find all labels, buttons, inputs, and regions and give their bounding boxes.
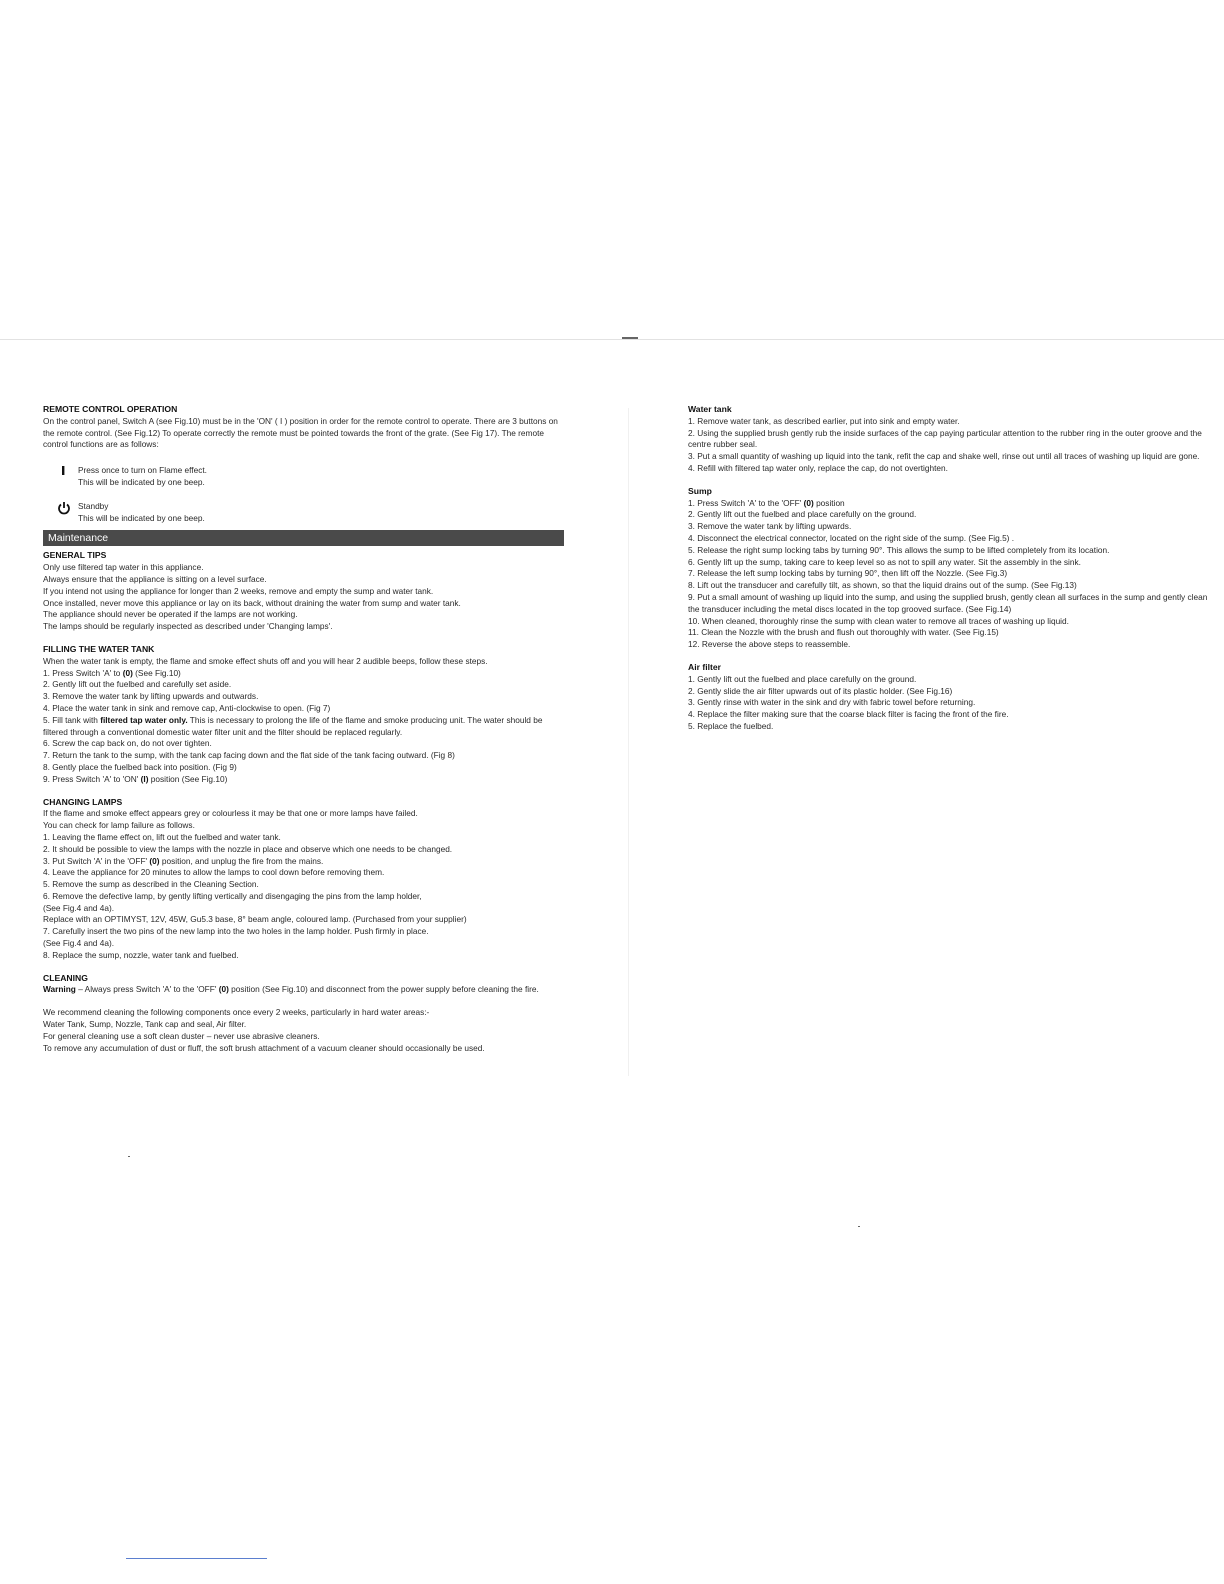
step-bold: (0) xyxy=(803,497,814,508)
sump-step-10: 10. When cleaned, thoroughly rinse the sump with clean water to remove all traces of washing up liquid. xyxy=(688,615,1069,626)
remote-intro: On the control panel, Switch A (see Fig.10) must be in the 'ON' ( I ) position in order for the remote control to operate. There are 3 buttons on the remote control. (See Fig.12) To operate correctly the remote must be pointed towards the front of the grate. (See Fig 17). The remote control functions are as follows: xyxy=(43,415,558,450)
list-item: Only use filtered tap water in this appliance. xyxy=(43,562,204,573)
sump-step-2: 2. Gently lift out the fuelbed and place carefully on the ground. xyxy=(688,509,917,520)
water-tank-step-3: 3. Put a small quantity of washing up liquid into the tank, refit the cap and shake well, rinse out until all traces of washing up liquid are gone. xyxy=(688,451,1200,462)
page-fold-line xyxy=(0,339,1224,340)
step-bold: (0) xyxy=(122,667,133,678)
list-item: If you intend not using the appliance for longer than 2 weeks, remove and empty the sump and water tank. xyxy=(43,585,434,596)
air-filter-step-1: 1. Gently lift out the fuelbed and place carefully on the ground. xyxy=(688,673,917,684)
filling-step-2: 2. Gently lift out the fuelbed and carefully set aside. xyxy=(43,679,232,690)
lamps-step-5: 5. Remove the sump as described in the Cleaning Section. xyxy=(43,879,259,890)
list-item: Once installed, never move this appliance or lay on its back, without draining the water from sump and water tank. xyxy=(43,597,461,608)
step-text: – Always press Switch 'A' to the 'OFF' xyxy=(75,984,219,995)
step-text: position (See Fig.10) xyxy=(148,773,228,784)
cleaning-components: Water Tank, Sump, Nozzle, Tank cap and seal, Air filter. xyxy=(43,1019,247,1030)
air-filter-step-5: 5. Replace the fuelbed. xyxy=(688,720,774,731)
general-tips-heading: GENERAL TIPS xyxy=(43,550,107,561)
filling-step-5 xyxy=(43,715,565,739)
step-bold: (I) xyxy=(140,773,149,784)
standby-icon xyxy=(57,501,71,515)
sump-step-3: 3. Remove the water tank by lifting upwards. xyxy=(688,521,852,532)
lamps-step-7: 7. Carefully insert the two pins of the new lamp into the two holes in the lamp holder. Push firmly in place. xyxy=(43,926,429,937)
step-text: 1. Press Switch 'A' to xyxy=(43,667,123,678)
sump-heading: Sump xyxy=(688,485,712,496)
lamps-step-4: 4. Leave the appliance for 20 minutes to allow the lamps to cool down before removing them. xyxy=(43,867,385,878)
sump-step-1 xyxy=(688,498,1213,510)
remote-item-on xyxy=(43,465,565,489)
column-divider xyxy=(628,408,629,1076)
remote-item-standby-line2: This will be indicated by one beep. xyxy=(78,512,205,523)
lamps-step-6: 6. Remove the defective lamp, by gently lifting vertically and disengaging the pins from the lamp holder, xyxy=(43,890,422,901)
cleaning-heading: CLEANING xyxy=(43,972,88,983)
sump-step-8: 8. Lift out the transducer and carefully tilt, as shown, so that the liquid drains out of the sump. (See Fig.13) xyxy=(688,580,1077,591)
maintenance-bar: Maintenance xyxy=(43,530,564,546)
step-text: position (See Fig.10) and disconnect from the power supply before cleaning the fire. xyxy=(228,984,539,995)
step-bold: filtered tap water only. xyxy=(100,714,188,725)
lamps-step-3 xyxy=(43,856,565,868)
lamps-step-6b: (See Fig.4 and 4a). xyxy=(43,902,115,913)
general-tips-list xyxy=(43,562,565,633)
sump-step-7: 7. Release the left sump locking tabs by turning 90°, then lift off the Nozzle. (See Fig.3) xyxy=(688,568,1008,579)
step-text: (See Fig.10) xyxy=(132,667,181,678)
lamps-step-7b: (See Fig.4 and 4a). xyxy=(43,938,115,949)
footer-rule xyxy=(126,1558,267,1559)
filling-heading: FILLING THE WATER TANK xyxy=(43,643,155,654)
step-text: 9. Press Switch 'A' to 'ON' xyxy=(43,773,141,784)
lamps-step-2: 2. It should be possible to view the lamps with the nozzle in place and observe which one needs to be changed. xyxy=(43,843,453,854)
step-text: position xyxy=(813,497,845,508)
filling-step-6: 6. Screw the cap back on, do not over tighten. xyxy=(43,738,212,749)
left-column xyxy=(43,404,565,1054)
step-bold: (0) xyxy=(149,855,160,866)
remote-item-standby-line1: Standby xyxy=(78,500,109,511)
filling-step-7: 7. Return the tank to the sump, with the tank cap facing down and the flat side of the tank facing outward. (Fig 8) xyxy=(43,750,455,761)
air-filter-step-2: 2. Gently slide the air filter upwards out of its plastic holder. (See Fig.16) xyxy=(688,685,953,696)
step-bold: (0) xyxy=(218,984,229,995)
water-tank-step-1: 1. Remove water tank, as described earlier, put into sink and empty water. xyxy=(688,415,960,426)
sump-step-12: 12. Reverse the above steps to reassemble. xyxy=(688,639,851,650)
lamps-line-2: You can check for lamp failure as follows. xyxy=(43,820,195,831)
water-tank-step-2: 2. Using the supplied brush gently rub the inside surfaces of the cap paying particular attention to the rubber ring in the outer groove and the centre rubber seal. xyxy=(688,427,1202,450)
scan-speck xyxy=(858,1226,860,1227)
filling-step-8: 8. Gently place the fuelbed back into position. (Fig 9) xyxy=(43,761,237,772)
power-on-icon xyxy=(57,465,71,479)
step-text: 5. Fill tank with xyxy=(43,714,101,725)
sump-step-4: 4. Disconnect the electrical connector, located on the right side of the sump. (See Fig.5) . xyxy=(688,532,1015,543)
fold-mark xyxy=(622,337,638,339)
step-text: position, and unplug the fire from the mains. xyxy=(159,855,324,866)
lamps-step-8: 8. Replace the sump, nozzle, water tank and fuelbed. xyxy=(43,949,239,960)
lamps-replace: Replace with an OPTIMYST, 12V, 45W, Gu5.3 base, 8° beam angle, coloured lamp. (Purchased from your supplier) xyxy=(43,914,467,925)
air-filter-step-3: 3. Gently rinse with water in the sink and dry with fabric towel before returning. xyxy=(688,697,976,708)
remote-heading: REMOTE CONTROL OPERATION xyxy=(43,404,178,414)
filling-step-1 xyxy=(43,668,565,680)
warning-label: Warning xyxy=(43,984,76,995)
air-filter-step-4: 4. Replace the filter making sure that the coarse black filter is facing the front of the fire. xyxy=(688,709,1009,720)
filling-step-9 xyxy=(43,774,565,786)
remote-item-on-line1: Press once to turn on Flame effect. xyxy=(78,465,207,476)
list-item: The appliance should never be operated if the lamps are not working. xyxy=(43,609,298,620)
sump-step-6: 6. Gently lift up the sump, taking care to keep level so as not to spill any water. Sit the assembly in the sink. xyxy=(688,556,1081,567)
step-text: 1. Press Switch 'A' to the 'OFF' xyxy=(688,497,804,508)
cleaning-dust: To remove any accumulation of dust or fluff, the soft brush attachment of a vacuum cleaner should occasionally be used. xyxy=(43,1042,485,1053)
sump-step-11: 11. Clean the Nozzle with the brush and flush out thoroughly with water. (See Fig.15) xyxy=(688,627,999,638)
sump-step-9: 9. Put a small amount of washing up liquid into the sump, and using the supplied brush, gently clean all surfaces in the sump and gently clean the transducer including the metal discs located in the top grooved surface. (See Fig.14) xyxy=(688,591,1208,614)
lamps-line-1: If the flame and smoke effect appears grey or colourless it may be that one or more lamps have failed. xyxy=(43,808,418,819)
cleaning-recommend: We recommend cleaning the following components once every 2 weeks, particularly in hard water areas:- xyxy=(43,1007,430,1018)
sump-step-5: 5. Release the right sump locking tabs by turning 90°. This allows the sump to be lifted completely from its location. xyxy=(688,544,1110,555)
remote-item-on-line2: This will be indicated by one beep. xyxy=(78,476,205,487)
lamps-heading: CHANGING LAMPS xyxy=(43,796,123,807)
cleaning-general: For general cleaning use a soft clean duster – never use abrasive cleaners. xyxy=(43,1030,320,1041)
step-text: 3. Put Switch 'A' in the 'OFF' xyxy=(43,855,150,866)
filling-step-3: 3. Remove the water tank by lifting upwards and outwards. xyxy=(43,691,259,702)
filling-intro: When the water tank is empty, the flame and smoke effect shuts off and you will hear 2 audible beeps, follow these steps. xyxy=(43,655,488,666)
remote-item-standby xyxy=(43,501,565,525)
filling-step-4: 4. Place the water tank in sink and remove cap, Anti-clockwise to open. (Fig 7) xyxy=(43,702,331,713)
lamps-step-1: 1. Leaving the flame effect on, lift out the fuelbed and water tank. xyxy=(43,831,281,842)
scan-speck xyxy=(128,1156,130,1157)
right-column xyxy=(688,404,1213,733)
step-text: This is necessary to prolong the life of the flame and smoke producing unit. The water should be filtered through a conventional domestic water filter unit and the filter should be replaced regularly. xyxy=(43,714,543,737)
list-item: Always ensure that the appliance is sitting on a level surface. xyxy=(43,573,267,584)
air-filter-heading: Air filter xyxy=(688,661,721,672)
water-tank-heading: Water tank xyxy=(688,404,732,414)
cleaning-warning xyxy=(43,984,565,996)
water-tank-step-4: 4. Refill with filtered tap water only, replace the cap, do not overtighten. xyxy=(688,462,948,473)
list-item: The lamps should be regularly inspected as described under 'Changing lamps'. xyxy=(43,621,333,632)
